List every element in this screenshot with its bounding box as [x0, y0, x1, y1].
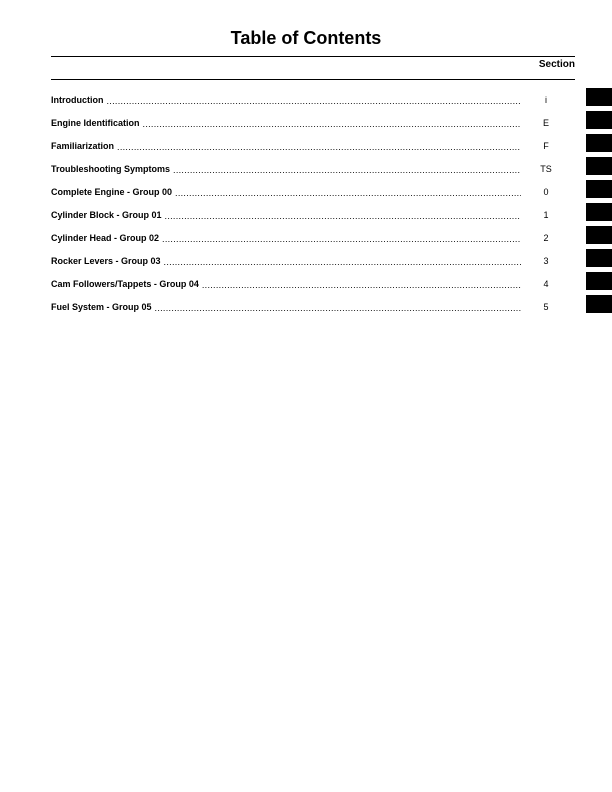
dot-leader	[155, 302, 521, 314]
toc-entry-fuel-system[interactable]	[51, 302, 565, 325]
toc-entry-label[interactable]: Cylinder Head - Group 02	[51, 233, 160, 243]
toc-entry-rocker-levers[interactable]	[51, 256, 565, 279]
header-top-rule	[51, 56, 575, 57]
thumb-tab-engine-identification[interactable]	[586, 111, 612, 129]
toc-entry-label[interactable]: Cam Followers/Tappets - Group 04	[51, 279, 199, 289]
toc-entry-cylinder-head[interactable]	[51, 233, 565, 256]
dot-leader	[175, 187, 521, 199]
dot-leader	[173, 164, 521, 176]
thumb-tab-rocker-levers[interactable]	[586, 249, 612, 267]
section-column-header: Section	[538, 59, 575, 70]
thumb-tab-complete-engine[interactable]	[586, 180, 612, 198]
toc-entry-label[interactable]: Fuel System - Group 05	[51, 302, 152, 312]
thumb-tab-introduction[interactable]	[586, 88, 612, 106]
toc-entry-introduction[interactable]	[51, 95, 565, 118]
toc-entry-familiarization[interactable]	[51, 141, 565, 164]
toc-entry-label[interactable]: Introduction	[51, 95, 104, 105]
toc-list	[51, 95, 565, 325]
toc-entry-section: 4	[543, 279, 549, 289]
toc-entry-cylinder-block[interactable]	[51, 210, 565, 233]
section-thumb-tabs	[586, 88, 612, 318]
toc-entry-section: 3	[543, 256, 549, 266]
thumb-tab-fuel-system[interactable]	[586, 295, 612, 313]
toc-entry-section: 5	[543, 302, 549, 312]
thumb-tab-familiarization[interactable]	[586, 134, 612, 152]
toc-entry-section: TS	[540, 164, 552, 174]
dot-leader	[165, 210, 521, 222]
dot-leader	[202, 279, 521, 291]
thumb-tab-troubleshooting-symptoms[interactable]	[586, 157, 612, 175]
toc-entry-label[interactable]: Complete Engine - Group 00	[51, 187, 173, 197]
toc-entry-section: 2	[543, 233, 549, 243]
toc-entry-section: i	[545, 95, 547, 105]
dot-leader	[143, 118, 521, 130]
thumb-tab-cam-followers-tappets[interactable]	[586, 272, 612, 290]
dot-leader	[164, 256, 521, 268]
toc-entry-section: F	[543, 141, 549, 151]
toc-entry-troubleshooting-symptoms[interactable]	[51, 164, 565, 187]
dot-leader	[117, 141, 521, 153]
toc-entry-engine-identification[interactable]	[51, 118, 565, 141]
toc-entry-section: 0	[543, 187, 549, 197]
toc-entry-complete-engine[interactable]	[51, 187, 565, 210]
page-title: Table of Contents	[230, 28, 382, 48]
toc-entry-label[interactable]: Familiarization	[51, 141, 115, 151]
toc-entry-label[interactable]: Engine Identification	[51, 118, 140, 128]
thumb-tab-cylinder-block[interactable]	[586, 203, 612, 221]
dot-leader	[162, 233, 521, 245]
toc-entry-cam-followers-tappets[interactable]	[51, 279, 565, 302]
toc-entry-section: 1	[543, 210, 549, 220]
thumb-tab-cylinder-head[interactable]	[586, 226, 612, 244]
toc-entry-section: E	[542, 118, 549, 128]
dot-leader	[107, 95, 522, 107]
toc-entry-label[interactable]: Rocker Levers - Group 03	[51, 256, 161, 266]
toc-entry-label[interactable]: Troubleshooting Symptoms	[51, 164, 171, 174]
toc-entry-label[interactable]: Cylinder Block - Group 01	[51, 210, 162, 220]
header-bottom-rule	[51, 79, 575, 80]
